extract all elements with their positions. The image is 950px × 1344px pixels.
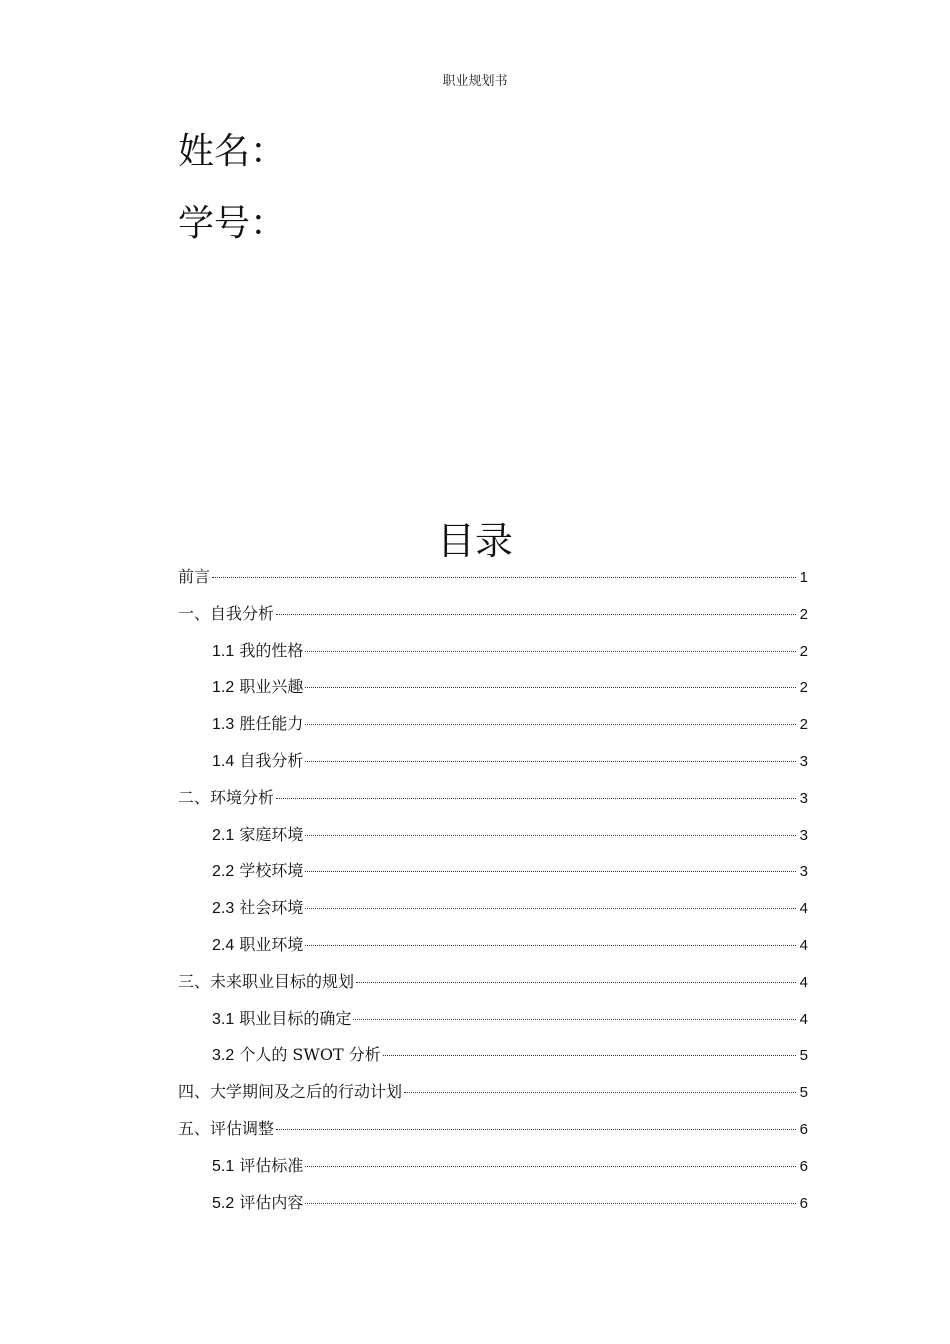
toc-entry-number: 2.1	[212, 826, 235, 844]
toc-page-number: 4	[799, 973, 808, 991]
toc-entry-text: 学校环境	[239, 861, 304, 881]
toc-entry-2-3[interactable]	[178, 893, 808, 930]
toc-entry-label	[178, 1077, 402, 1107]
toc-entry-text: 三、未来职业目标的规划	[178, 971, 355, 991]
dot-leader	[305, 724, 796, 725]
toc-entry-label	[178, 1114, 274, 1144]
toc-entry-1-2[interactable]	[178, 672, 808, 709]
toc-entry-text: 评估内容	[239, 1192, 304, 1212]
dot-leader	[353, 1019, 796, 1020]
dot-leader	[305, 761, 796, 762]
toc-entry-text: 自我分析	[239, 750, 304, 770]
toc-entry-number: 5.2	[212, 1194, 235, 1212]
toc-page-number: 6	[799, 1120, 808, 1138]
toc-entry-text: 前言	[178, 567, 211, 586]
toc-entry-number: 2.2	[212, 863, 235, 881]
toc-entry-number: 5.1	[212, 1157, 235, 1175]
toc-entry-3-2[interactable]	[178, 1040, 808, 1077]
toc-entry-label	[212, 746, 303, 777]
toc-page-number: 3	[799, 863, 808, 881]
toc-entry-label	[212, 856, 303, 887]
toc-entry-career-goal-planning[interactable]	[178, 967, 808, 1004]
toc-page-number: 2	[799, 642, 808, 660]
toc-entry-label	[212, 820, 303, 851]
toc-page-number: 3	[799, 826, 808, 844]
toc-entry-label	[212, 893, 303, 924]
toc-title: 目录	[436, 519, 513, 563]
toc-entry-number: 3.1	[212, 1010, 235, 1028]
toc-page-number: 2	[799, 716, 808, 734]
toc-entry-label	[178, 599, 274, 629]
toc-entry-2-4[interactable]	[178, 930, 808, 967]
toc-entry-text: 四、大学期间及之后的行动计划	[178, 1082, 403, 1102]
toc-entry-label	[178, 562, 210, 592]
toc-entry-5-2[interactable]	[178, 1188, 808, 1225]
dot-leader	[356, 982, 796, 983]
toc-entry-1-1[interactable]	[178, 636, 808, 673]
dot-leader	[305, 651, 796, 652]
toc-entry-text: 职业目标的确定	[239, 1008, 352, 1028]
toc-page-number: 4	[799, 900, 808, 918]
toc-entry-label	[212, 930, 303, 961]
toc-entry-3-1[interactable]	[178, 1004, 808, 1041]
dot-leader	[305, 835, 796, 836]
dot-leader	[305, 945, 796, 946]
toc-page-number: 5	[799, 1084, 808, 1102]
dot-leader	[305, 1203, 796, 1204]
toc-page-number: 3	[799, 789, 808, 807]
toc-entry-text: 一、自我分析	[178, 603, 275, 623]
toc-page-number: 5	[799, 1047, 808, 1065]
toc-page-number: 2	[799, 605, 808, 623]
dot-leader	[383, 1055, 796, 1056]
toc-entry-text: 评估标准	[239, 1155, 304, 1175]
toc-entry-label	[212, 672, 303, 703]
toc-entry-label	[212, 709, 303, 740]
toc-entry-label	[178, 967, 354, 997]
toc-entry-label	[212, 1151, 303, 1182]
toc-entry-number: 2.3	[212, 900, 235, 918]
dot-leader	[305, 1166, 796, 1167]
toc-page-number: 1	[799, 569, 808, 586]
toc-entry-text: 二、环境分析	[178, 787, 275, 807]
dot-leader	[276, 798, 796, 799]
toc-entry-text: 五、评估调整	[178, 1118, 275, 1138]
toc-entry-label	[178, 783, 274, 813]
toc-entry-1-4[interactable]	[178, 746, 808, 783]
toc-entry-number: 1.3	[212, 716, 235, 734]
toc-entry-environment-analysis[interactable]	[178, 783, 808, 820]
table-of-contents	[178, 562, 808, 1224]
dot-leader	[305, 687, 796, 688]
dot-leader	[276, 1129, 796, 1130]
dot-leader	[404, 1092, 796, 1093]
toc-entry-2-1[interactable]	[178, 820, 808, 857]
dot-leader	[305, 871, 796, 872]
toc-entry-text: 我的性格	[239, 640, 304, 660]
toc-entry-2-2[interactable]	[178, 856, 808, 893]
toc-entry-label	[212, 1188, 303, 1219]
toc-entry-text: 个人的 SWOT 分析	[239, 1045, 381, 1065]
student-id-label: 学号：	[178, 203, 287, 244]
toc-entry-label	[212, 1004, 351, 1035]
toc-page-number: 6	[799, 1157, 808, 1175]
toc-entry-number: 1.4	[212, 752, 235, 770]
dot-leader	[212, 577, 796, 578]
toc-entry-number: 2.4	[212, 936, 235, 954]
toc-page-number: 4	[799, 936, 808, 954]
page-header: 职业规划书	[442, 74, 508, 89]
toc-entry-self-analysis[interactable]	[178, 599, 808, 636]
toc-entry-number: 1.1	[212, 642, 235, 660]
toc-entry-text: 家庭环境	[239, 824, 304, 844]
toc-entry-text: 胜任能力	[239, 714, 304, 734]
toc-entry-number: 3.2	[212, 1047, 235, 1065]
toc-entry-preface[interactable]	[178, 562, 808, 599]
toc-entry-label	[212, 1040, 381, 1071]
toc-entry-number: 1.2	[212, 679, 235, 697]
toc-entry-text: 职业环境	[239, 934, 304, 954]
name-label: 姓名：	[178, 131, 287, 172]
toc-entry-5-1[interactable]	[178, 1151, 808, 1188]
toc-page-number: 2	[799, 679, 808, 697]
dot-leader	[276, 614, 796, 615]
toc-entry-text: 职业兴趣	[239, 677, 304, 697]
toc-page-number: 4	[799, 1010, 808, 1028]
toc-entry-1-3[interactable]	[178, 709, 808, 746]
dot-leader	[305, 908, 796, 909]
toc-entry-label	[212, 636, 303, 667]
toc-entry-evaluation-adjustment[interactable]	[178, 1114, 808, 1151]
toc-entry-action-plan[interactable]	[178, 1077, 808, 1114]
toc-entry-text: 社会环境	[239, 898, 304, 918]
toc-page-number: 6	[799, 1194, 808, 1212]
toc-page-number: 3	[799, 752, 808, 770]
